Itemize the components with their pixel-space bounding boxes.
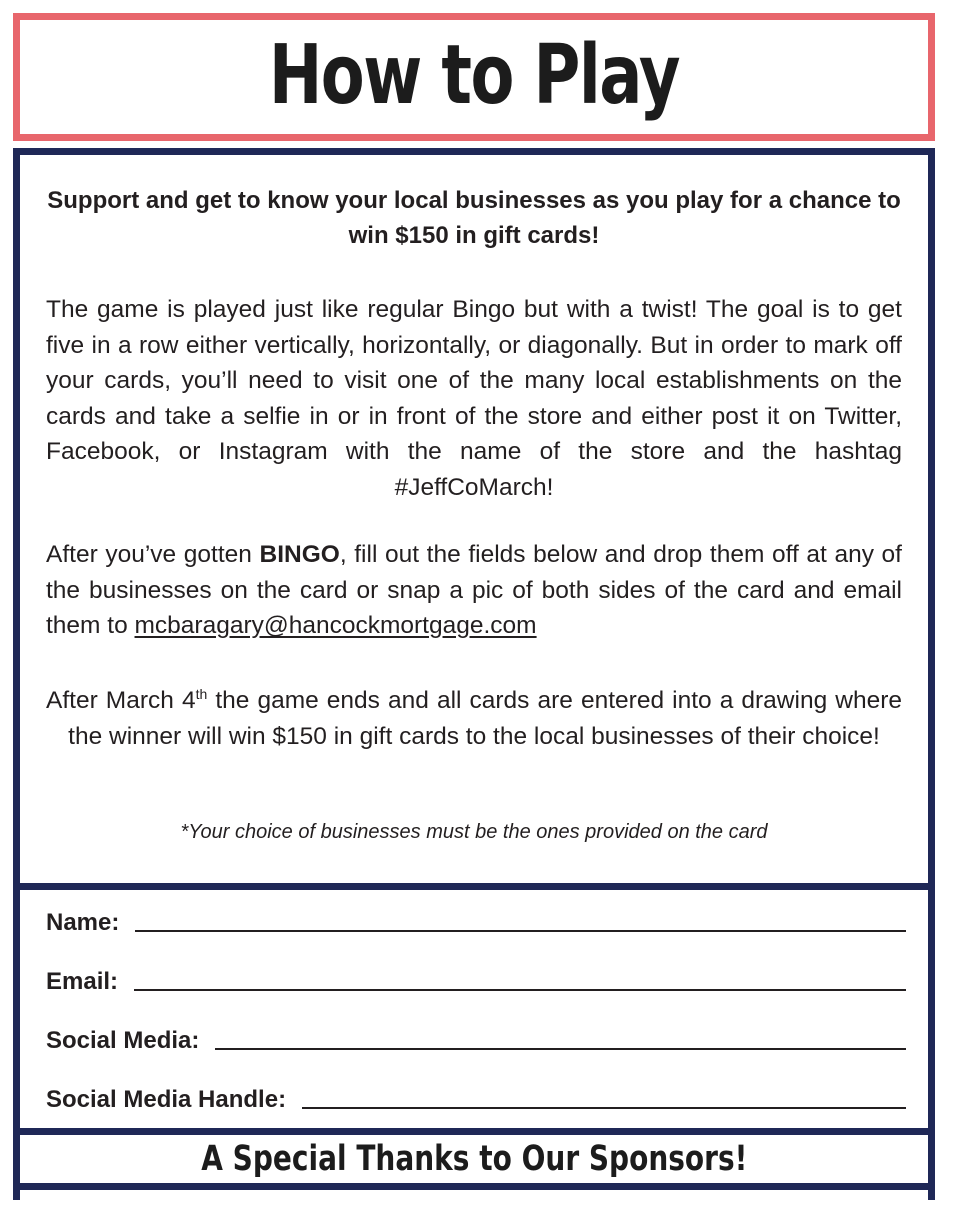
social-media-field[interactable] xyxy=(46,1027,906,1055)
lead-text: Support and get to know your local businesses as you play for a chance to win $150 in gift cards! xyxy=(47,187,901,249)
instructions-panel xyxy=(20,155,928,883)
social-media-line[interactable] xyxy=(215,1048,906,1050)
bingo-word: BINGO xyxy=(259,541,340,568)
entry-form xyxy=(20,890,928,1128)
social-handle-line[interactable] xyxy=(302,1107,906,1109)
sponsors-area xyxy=(20,1190,928,1210)
submission-text-2: , fill out the fields below and drop them off at any of the businesses on the card or snap a pic of both sides of the card and email them to xyxy=(46,541,902,639)
drawing-paragraph xyxy=(46,677,902,754)
page-title: How to Play xyxy=(268,28,680,123)
drawing-text-2: the game ends and all cards are entered into a drawing where the winner will win $150 in gift cards to the local businesses of their choice! xyxy=(68,687,902,750)
drawing-text-1: After March 4 xyxy=(46,687,196,715)
submission-text-1: After you’ve gotten xyxy=(46,541,260,568)
name-line[interactable] xyxy=(135,930,906,932)
name-field[interactable] xyxy=(46,909,906,937)
social-handle-label: Social Media Handle: xyxy=(46,1086,287,1113)
sponsors-banner xyxy=(20,1135,928,1183)
name-label: Name: xyxy=(46,909,120,936)
submission-paragraph xyxy=(46,537,902,644)
sponsors-title: A Special Thanks to Our Sponsors! xyxy=(200,1138,748,1179)
title-box xyxy=(13,13,935,141)
footnote: *Your choice of businesses must be the ones provided on the card xyxy=(180,821,768,843)
social-handle-field[interactable] xyxy=(46,1086,906,1114)
email-field[interactable] xyxy=(46,968,906,996)
email-line[interactable] xyxy=(134,989,906,991)
email-label: Email: xyxy=(46,968,119,995)
social-media-label: Social Media: xyxy=(46,1027,200,1054)
rules-paragraph: The game is played just like regular Bingo but with a twist! The goal is to get five in a row either vertically, horizontally, or diagonally. But in order to mark off your cards, you’ll need to visit one of the many local establishments on the cards and take a selfie in or in front of the store and either post it on Twitter, Facebook, or Instagram with the name of the store and the hashtag #JeffCoMarch! xyxy=(46,296,902,501)
drawing-superscript: th xyxy=(195,686,208,702)
email-link[interactable]: mcbaragary@hancockmortgage.com xyxy=(134,612,537,639)
